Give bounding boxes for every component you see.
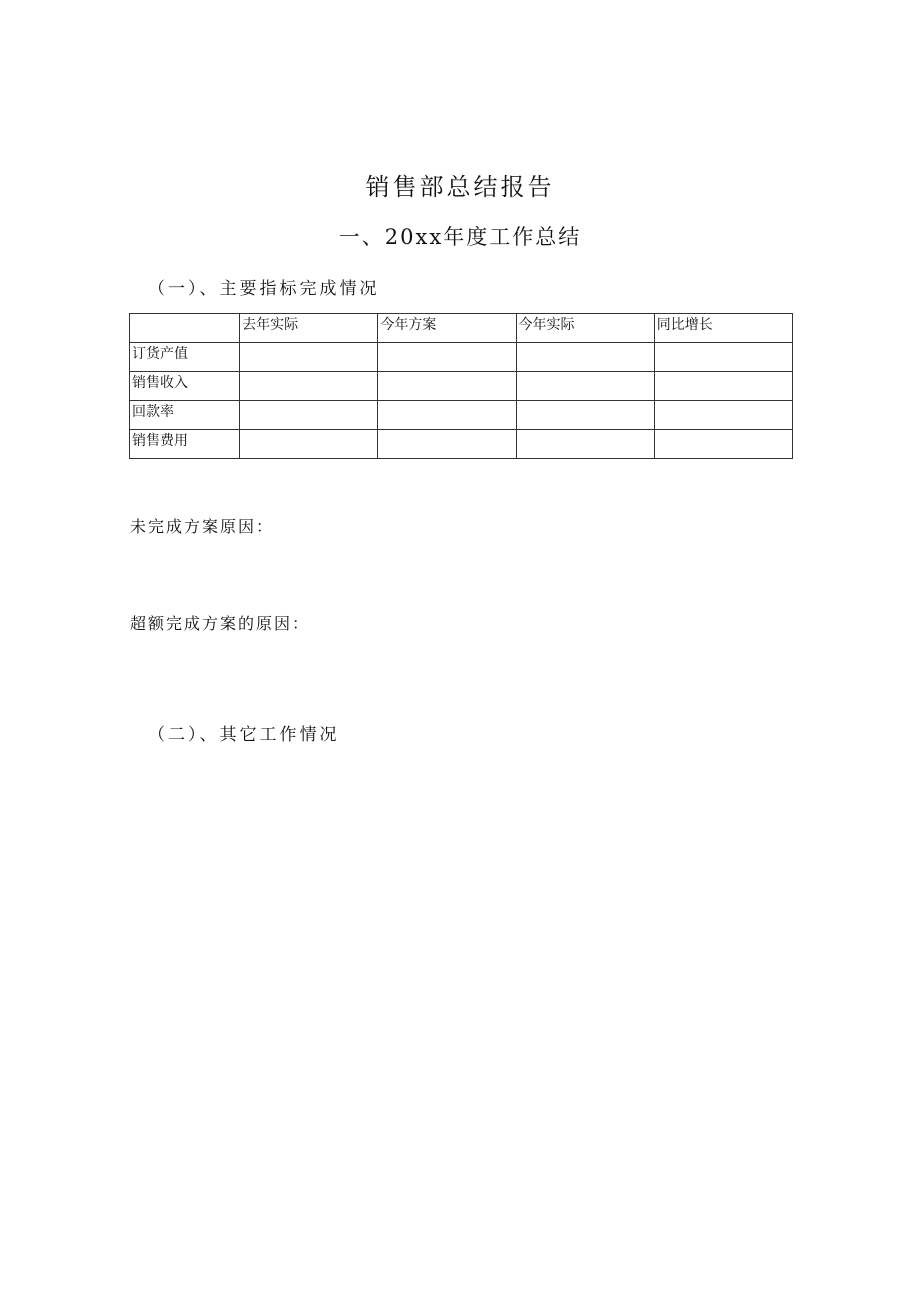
table-cell [240,372,378,401]
document-title: 销售部总结报告 [365,173,555,201]
note-exceeded-reasons: 超额完成方案的原因： [130,614,311,633]
table-cell [654,430,792,459]
table-cell [516,372,654,401]
table-cell [654,372,792,401]
table-cell [240,401,378,430]
row-label-collection-rate: 回款率 [130,401,240,430]
table-cell [516,401,654,430]
row-label-sales-expenses: 销售费用 [130,430,240,459]
table-cell [378,343,516,372]
row-label-order-value: 订货产值 [130,343,240,372]
column-header-this-year-plan: 今年方案 [378,314,516,343]
column-header-this-year-actual: 今年实际 [516,314,654,343]
table-row [130,372,793,401]
table-cell [654,343,792,372]
table-cell [654,401,792,430]
row-label-sales-revenue: 销售收入 [130,372,240,401]
document-subtitle: 一、20xx年度工作总结 [338,225,582,249]
table-row [130,401,793,430]
table-row [130,430,793,459]
column-header-last-year-actual: 去年实际 [240,314,378,343]
table-corner-cell [130,314,240,343]
table-header-row [130,314,793,343]
table-cell [240,343,378,372]
table-cell [516,343,654,372]
table-cell [240,430,378,459]
table-cell [516,430,654,459]
table-cell [378,430,516,459]
indicators-table [129,313,793,459]
table-row [130,343,793,372]
note-unfinished-reasons: 未完成方案原因： [130,517,275,536]
section-heading-other-work: （二）、其它工作情况 [148,725,340,745]
table-cell [378,401,516,430]
section-heading-main-indicators: （一）、主要指标完成情况 [148,279,380,299]
table-cell [378,372,516,401]
column-header-yoy-growth: 同比增长 [654,314,792,343]
